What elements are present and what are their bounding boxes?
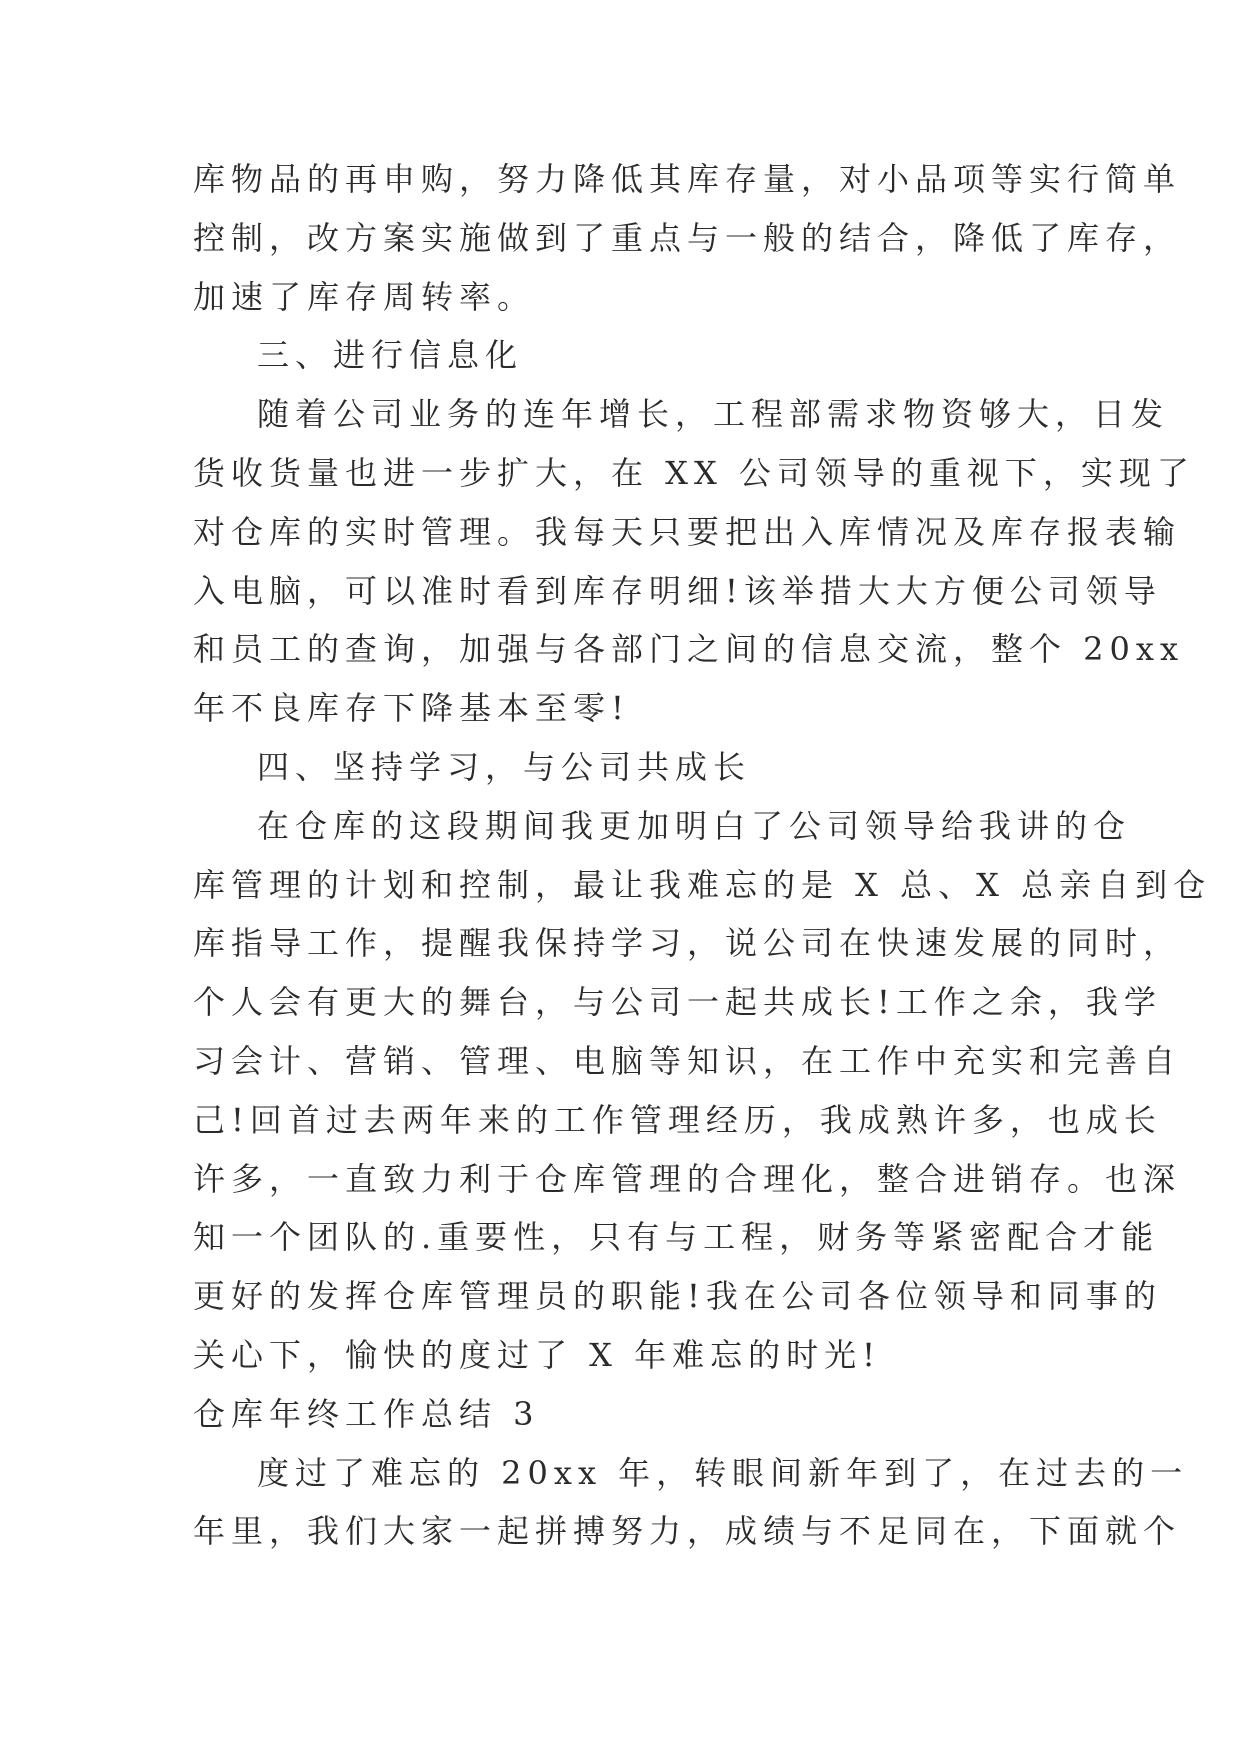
text-line: 己!回首过去两年来的工作管理经历，我成熟许多，也成长	[193, 1100, 1162, 1139]
text-line: 随着公司业务的连年增长，工程部需求物资够大，日发	[257, 395, 1170, 434]
section-heading: 三、进行信息化	[257, 336, 524, 375]
text-line: 年里，我们大家一起拼搏努力，成绩与不足同在，下面就个	[193, 1512, 1182, 1551]
text-line: 货收货量也进一步扩大，在 XX 公司领导的重视下，实现了	[193, 453, 1195, 492]
document-body	[193, 150, 1212, 1561]
text-line: 和员工的查询，加强与各部门之间的信息交流，整个 20xx	[193, 630, 1184, 669]
text-line: 知一个团队的.重要性，只有与工程，财务等紧密配合才能	[193, 1218, 1160, 1257]
text-line: 习会计、营销、管理、电脑等知识，在工作中充实和完善自	[193, 1041, 1182, 1080]
text-line: 库指导工作，提醒我保持学习，说公司在快速发展的同时，	[193, 924, 1182, 963]
text-line: 关心下，愉快的度过了 X 年难忘的时光!	[193, 1335, 881, 1374]
text-line: 对仓库的实时管理。我每天只要把出入库情况及库存报表输	[193, 512, 1182, 551]
article-title: 仓库年终工作总结 3	[193, 1394, 540, 1433]
text-line: 度过了难忘的 20xx 年，转眼间新年到了，在过去的一	[257, 1453, 1189, 1492]
text-line: 入电脑，可以准时看到库存明细!该举措大大方便公司领导	[193, 571, 1162, 610]
text-line: 库物品的再申购，努力降低其库存量，对小品项等实行简单	[193, 160, 1182, 198]
text-line: 更好的发挥仓库管理员的职能!我在公司各位领导和同事的	[193, 1277, 1162, 1316]
text-line: 控制，改方案实施做到了重点与一般的结合，降低了库存，	[193, 218, 1182, 257]
text-line: 许多，一直致力利于仓库管理的合理化，整合进销存。也深	[193, 1159, 1182, 1198]
text-line: 在仓库的这段期间我更加明白了公司领导给我讲的仓	[257, 806, 1132, 845]
text-line: 个人会有更大的舞台，与公司一起共成长!工作之余，我学	[193, 983, 1162, 1022]
section-heading: 四、坚持学习，与公司共成长	[257, 747, 752, 786]
text-line: 年不良库存下降基本至零!	[193, 689, 630, 728]
text-line: 加速了库存周转率。	[193, 277, 536, 316]
text-line: 库管理的计划和控制，最让我难忘的是 X 总、X 总亲自到仓	[193, 865, 1212, 904]
